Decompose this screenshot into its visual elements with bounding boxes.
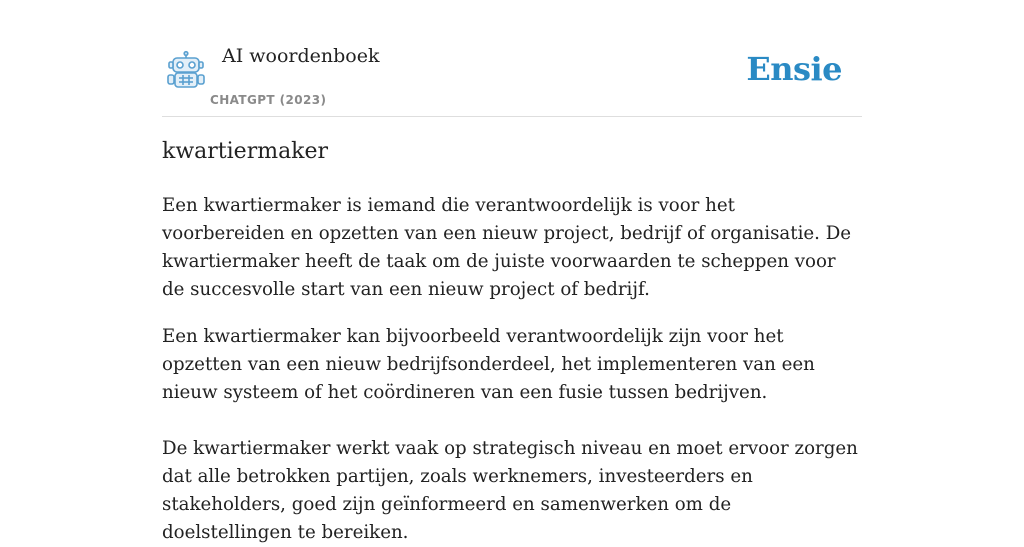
dictionary-header bbox=[162, 40, 862, 117]
definition-paragraph: De kwartiermaker werkt vaak op strategisch niveau en moet ervoor zorgen dat alle betrokken partijen, zoals werknemers, investeerders en stakeholders, goed zijn geïnformeerd en samenwerken om de doelstellingen te bereiken. bbox=[162, 438, 858, 543]
ensie-logo[interactable]: Ensie bbox=[746, 50, 842, 88]
definition-paragraph: Een kwartiermaker kan bijvoorbeeld verantwoordelijk zijn voor het opzetten van een nieuw bedrijfsonderdeel, het implementeren van een nieuw systeem of het coördineren van een fusie tussen bedrijven. bbox=[162, 326, 815, 403]
dictionary-title[interactable]: AI woordenboek bbox=[222, 45, 380, 67]
definition-paragraph: Een kwartiermaker is iemand die verantwoordelijk is voor het voorbereiden en opzetten van een nieuw project, bedrijf of organisatie. De kwartiermaker heeft de taak om de juiste voorwaarden te scheppen voor de succesvolle start van een nieuw project of bedrijf. bbox=[162, 195, 852, 300]
robot-icon bbox=[164, 51, 208, 91]
entry-definition bbox=[162, 192, 862, 547]
dictionary-source: CHATGPT (2023) bbox=[210, 93, 327, 107]
entry-term: kwartiermaker bbox=[162, 139, 329, 164]
